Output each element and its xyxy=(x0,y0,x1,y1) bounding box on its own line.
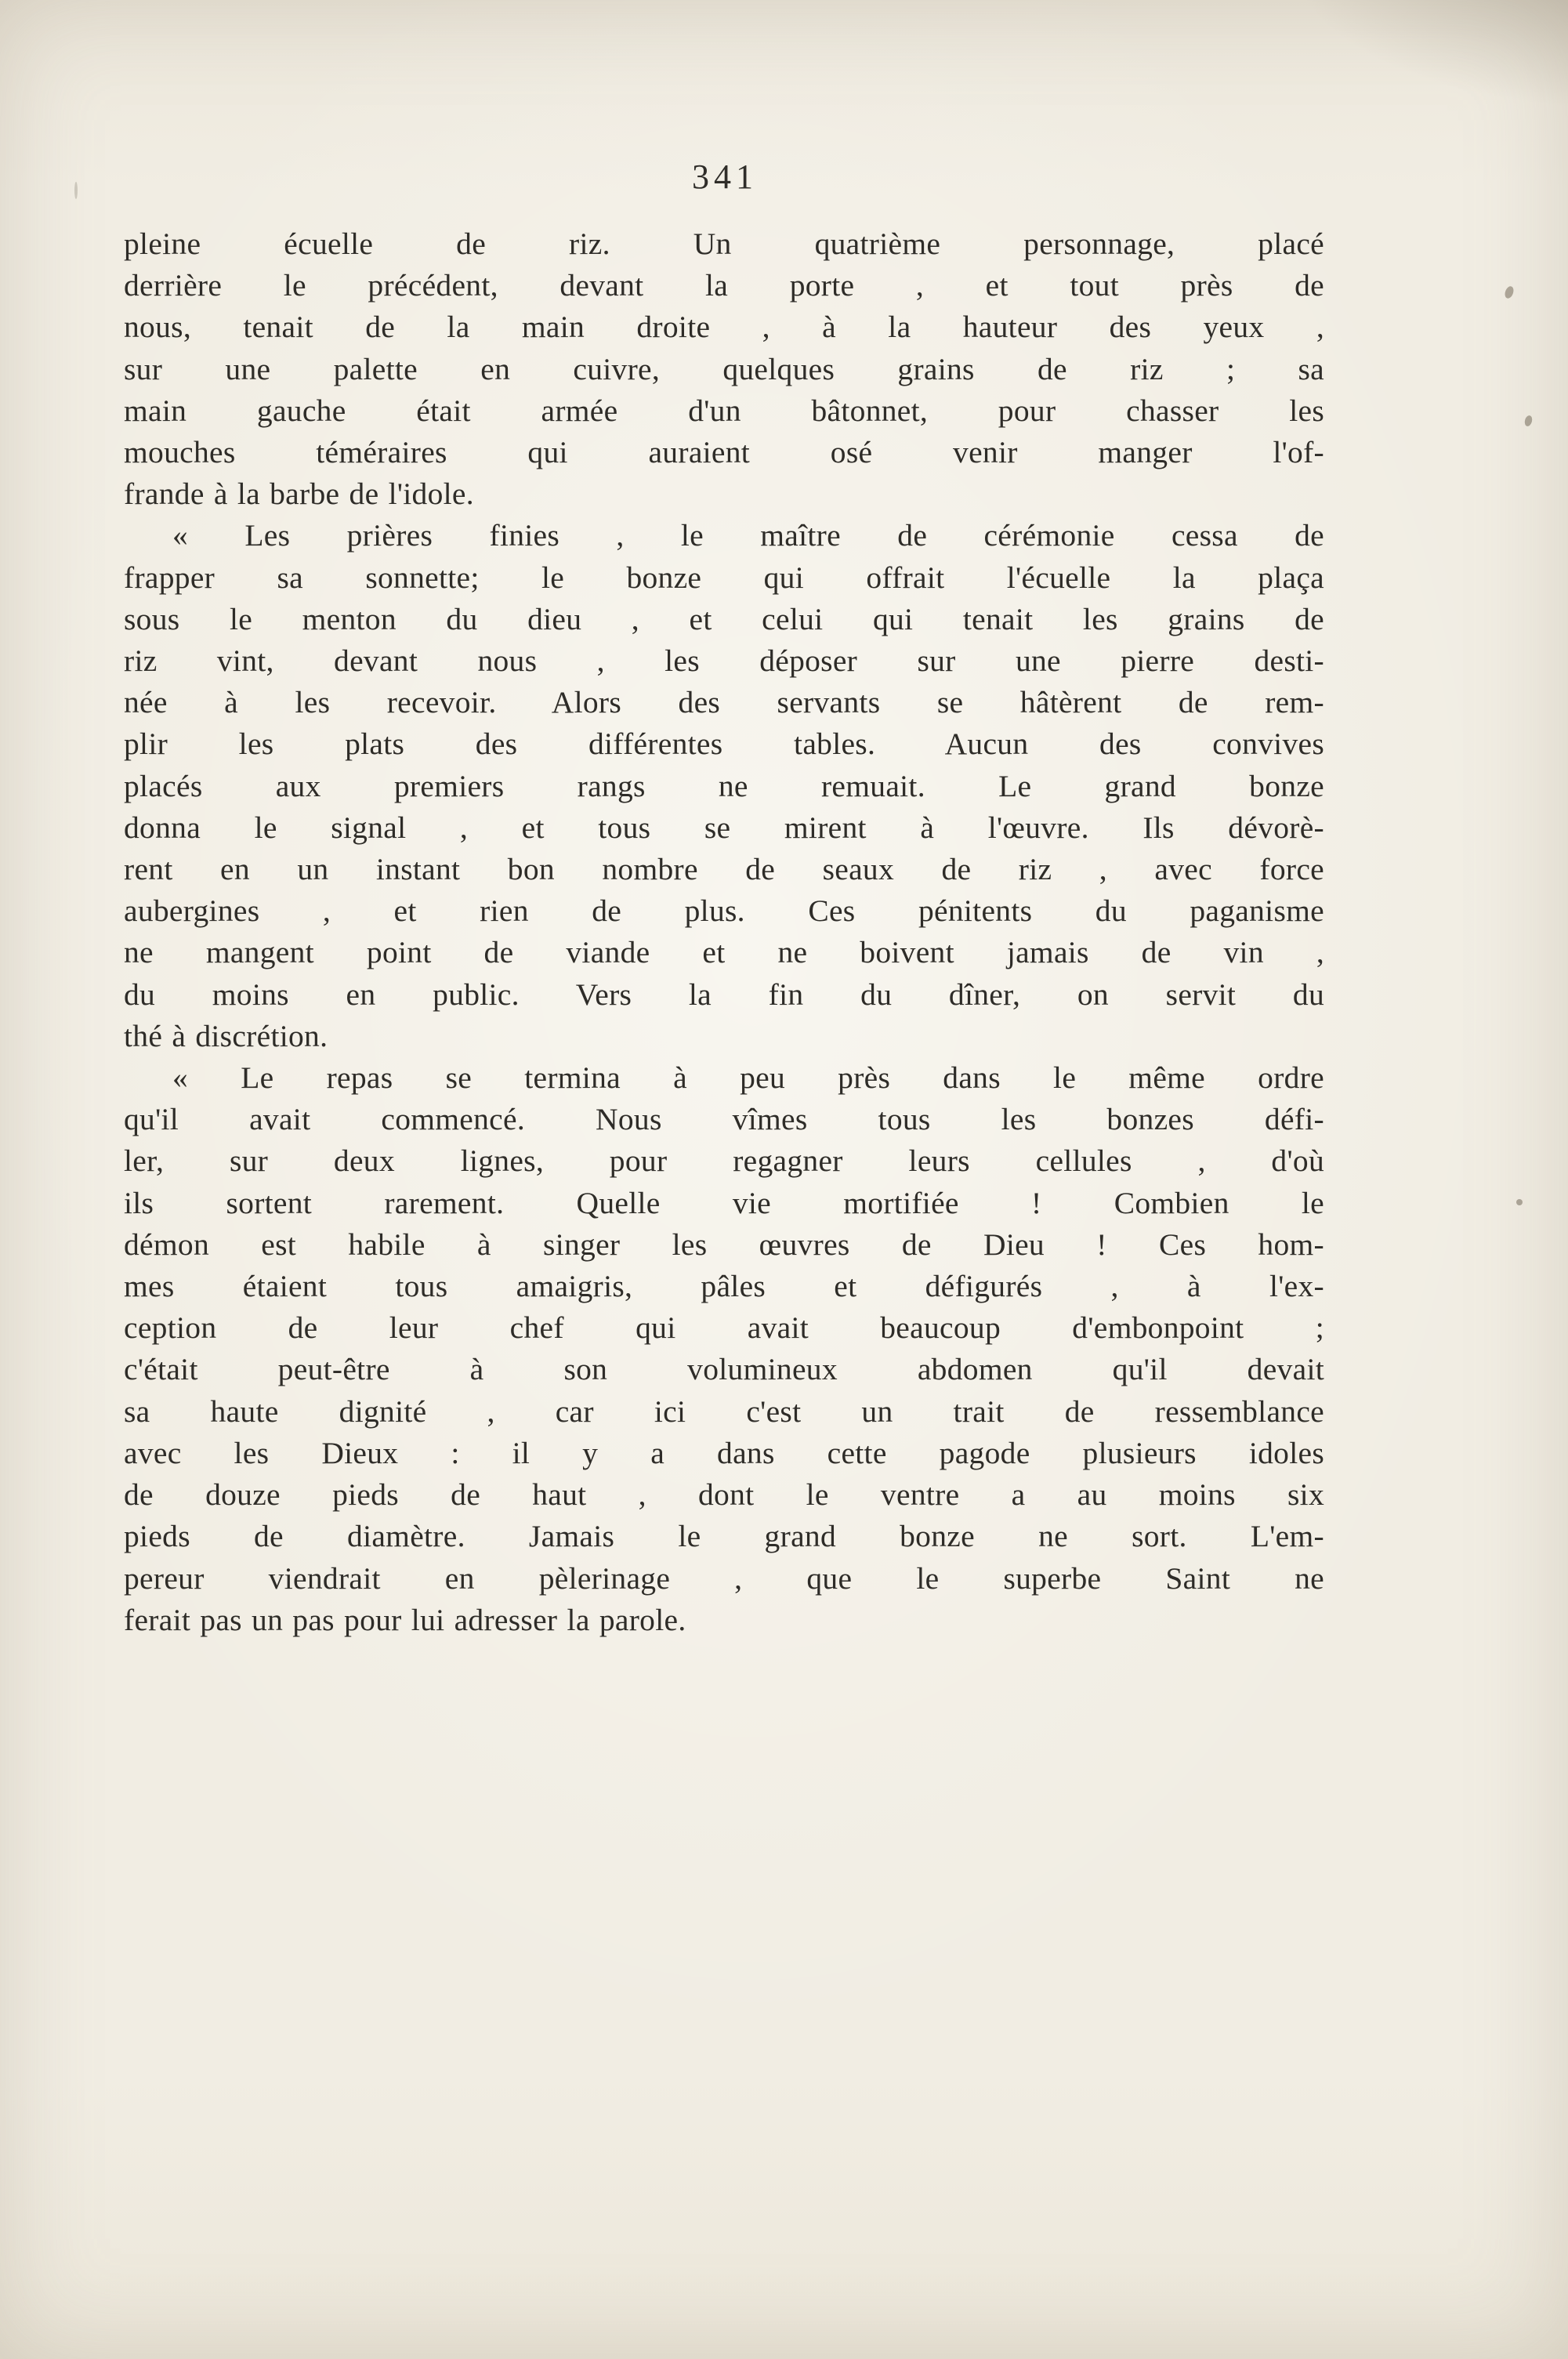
text-line: qu'il avait commencé. Nous vîmes tous les bonzes défi- xyxy=(124,1102,1324,1137)
text-line: du moins en public. Vers la fin du dîner, on servit du xyxy=(124,977,1324,1012)
page-speck xyxy=(1504,285,1515,299)
text-line: ception de leur chef qui avait beaucoup d'embonpoint ; xyxy=(124,1310,1324,1346)
text-line: rent en un instant bon nombre de seaux de riz , avec force xyxy=(124,852,1324,887)
text-line: mouches téméraires qui auraient osé venir manger l'of- xyxy=(124,435,1324,470)
text-line: c'était peut-être à son volumineux abdomen qu'il devait xyxy=(124,1352,1324,1387)
text-line: « Le repas se termina à peu près dans le même ordre xyxy=(172,1060,1324,1096)
paragraph xyxy=(124,1057,1324,1641)
text-line: pereur viendrait en pèlerinage , que le superbe Saint ne xyxy=(124,1560,1324,1596)
text-line: plir les plats des différentes tables. Aucun des convives xyxy=(124,727,1324,762)
paragraph xyxy=(124,515,1324,1057)
body-text-block xyxy=(124,223,1324,1641)
text-line: nous, tenait de la main droite , à la hauteur des yeux , xyxy=(124,310,1324,345)
text-line: ne mangent point de viande et ne boivent jamais de vin , xyxy=(124,935,1324,970)
text-line: riz vint, devant nous , les déposer sur une pierre desti- xyxy=(124,643,1324,679)
text-line: thé à discrétion. xyxy=(124,1018,328,1053)
page-speck xyxy=(1523,415,1533,427)
text-line: née à les recevoir. Alors des servants se hâtèrent de rem- xyxy=(124,685,1324,720)
paragraph xyxy=(124,223,1324,515)
page-number: 341 xyxy=(692,158,758,196)
text-line: de douze pieds de haut , dont le ventre a au moins six xyxy=(124,1477,1324,1513)
text-line: frapper sa sonnette; le bonze qui offrait l'écuelle la plaça xyxy=(124,560,1324,595)
text-line: derrière le précédent, devant la porte , et tout près de xyxy=(124,268,1324,303)
text-line: sa haute dignité , car ici c'est un trait de ressemblance xyxy=(124,1393,1324,1429)
text-line: sous le menton du dieu , et celui qui tenait les grains de xyxy=(124,601,1324,636)
text-line: sur une palette en cuivre, quelques grains de riz ; sa xyxy=(124,351,1324,386)
text-line: frande à la barbe de l'idole. xyxy=(124,477,474,512)
text-line: ils sortent rarement. Quelle vie mortifiée ! Combien le xyxy=(124,1185,1324,1220)
text-line: pleine écuelle de riz. Un quatrième personnage, placé xyxy=(124,226,1324,261)
text-line: « Les prières finies , le maître de cérémonie cessa de xyxy=(172,518,1324,553)
text-line: ler, sur deux lignes, pour regagner leurs cellules , d'où xyxy=(124,1143,1324,1179)
text-line: mes étaient tous amaigris, pâles et défigurés , à l'ex- xyxy=(124,1269,1324,1304)
text-line: ferait pas un pas pour lui adresser la parole. xyxy=(124,1602,686,1637)
text-line: pieds de diamètre. Jamais le grand bonze ne sort. L'em- xyxy=(124,1519,1324,1554)
text-line: donna le signal , et tous se mirent à l'œuvre. Ils dévorè- xyxy=(124,810,1324,845)
text-line: placés aux premiers rangs ne remuait. Le grand bonze xyxy=(124,768,1324,803)
text-line: main gauche était armée d'un bâtonnet, pour chasser les xyxy=(124,393,1324,428)
page-speck xyxy=(74,182,78,199)
text-line: démon est habile à singer les œuvres de Dieu ! Ces hom- xyxy=(124,1227,1324,1262)
page-speck xyxy=(1516,1199,1523,1205)
text-line: aubergines , et rien de plus. Ces pénitents du paganisme xyxy=(124,893,1324,929)
text-line: avec les Dieux : il y a dans cette pagode plusieurs idoles xyxy=(124,1435,1324,1470)
page-corner-shading xyxy=(1286,0,1568,110)
